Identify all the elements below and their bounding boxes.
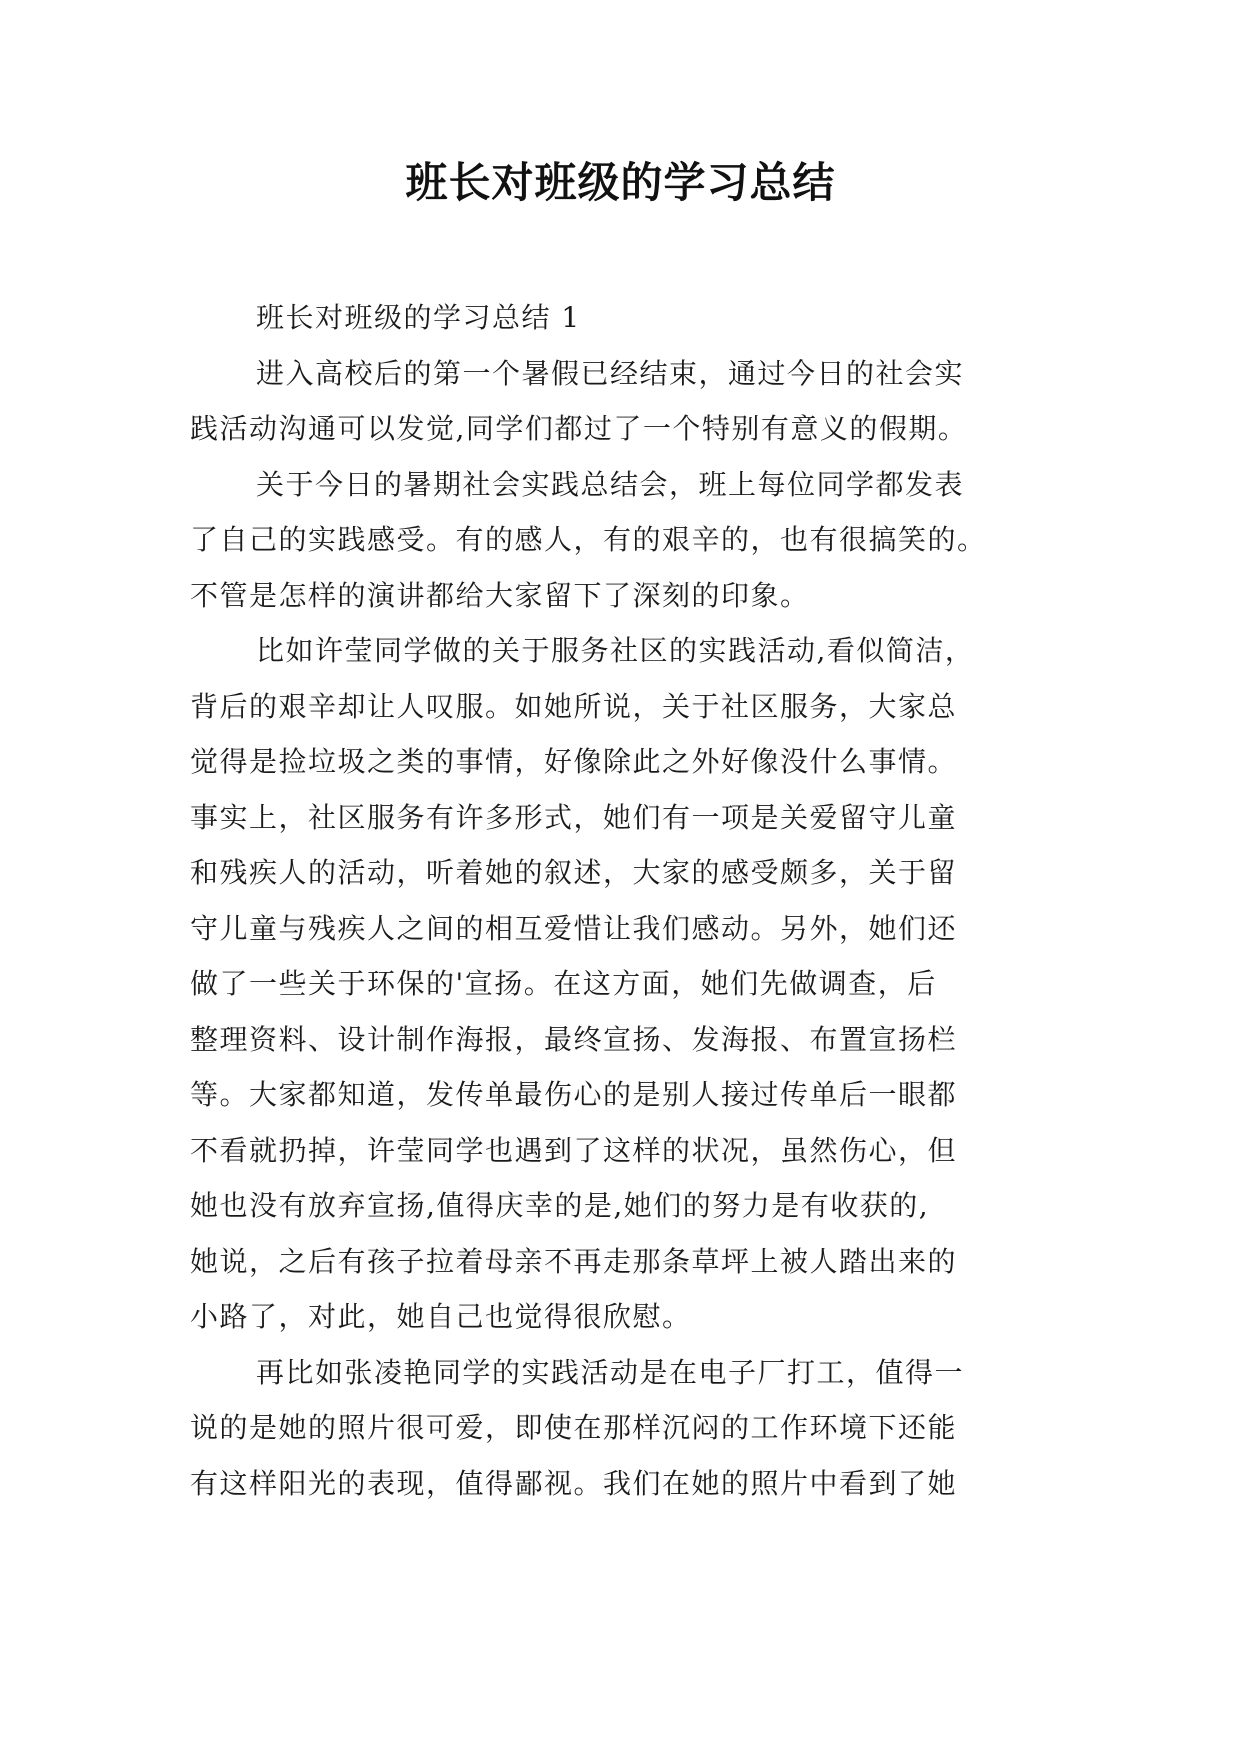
document-title: 班长对班级的学习总结 xyxy=(405,158,836,207)
text-line: 她说，之后有孩子拉着母亲不再走那条草坪上被人踏出来的 xyxy=(190,1244,958,1278)
text-line: 不看就扔掉，许莹同学也遇到了这样的状况，虽然伤心，但 xyxy=(190,1133,958,1167)
text-line: 做了一些关于环保的'宣扬。在这方面，她们先做调查，后 xyxy=(190,967,937,1000)
text-line: 觉得是捡垃圾之类的事情，好像除此之外好像没什么事情。 xyxy=(190,745,958,778)
text-line: 和残疾人的活动，听着她的叙述，大家的感受颇多，关于留 xyxy=(190,856,958,889)
document-body xyxy=(190,290,1070,1511)
paragraph-first-line: 进入高校后的第一个暑假已经结束，通过今日的社会实 xyxy=(256,356,965,390)
text-line: 践活动沟通可以发觉,同学们都过了一个特别有意义的假期。 xyxy=(190,412,968,445)
text-line: 守儿童与残疾人之间的相互爱惜让我们感动。另外，她们还 xyxy=(190,911,958,945)
text-line: 了自己的实践感受。有的感人，有的艰辛的，也有很搞笑的。 xyxy=(190,523,987,556)
paragraph-first-line: 比如许莹同学做的关于服务社区的实践活动,看似简洁， xyxy=(256,634,975,667)
paragraph-first-line: 班长对班级的学习总结 1 xyxy=(256,301,581,334)
text-line: 背后的艰辛却让人叹服。如她所说，关于社区服务，大家总 xyxy=(190,689,958,723)
text-line: 小路了，对此，她自己也觉得很欣慰。 xyxy=(190,1300,692,1333)
text-line: 不管是怎样的演讲都给大家留下了深刻的印象。 xyxy=(190,578,810,612)
text-line: 等。大家都知道，发传单最伤心的是别人接过传单后一眼都 xyxy=(190,1078,958,1111)
text-line: 整理资料、设计制作海报，最终宣扬、发海报、布置宣扬栏 xyxy=(190,1022,958,1056)
paragraph-first-line: 再比如张凌艳同学的实践活动是在电子厂打工，值得一 xyxy=(256,1355,965,1389)
paragraph-first-line: 关于今日的暑期社会实践总结会，班上每位同学都发表 xyxy=(256,467,965,501)
text-line: 她也没有放弃宣扬,值得庆幸的是,她们的努力是有收获的, xyxy=(190,1189,930,1222)
text-line: 有这样阳光的表现，值得鄙视。我们在她的照片中看到了她 xyxy=(190,1466,958,1500)
text-line: 事实上，社区服务有许多形式，她们有一项是关爱留守儿童 xyxy=(190,800,958,834)
text-line: 说的是她的照片很可爱，即使在那样沉闷的工作环境下还能 xyxy=(190,1411,958,1444)
